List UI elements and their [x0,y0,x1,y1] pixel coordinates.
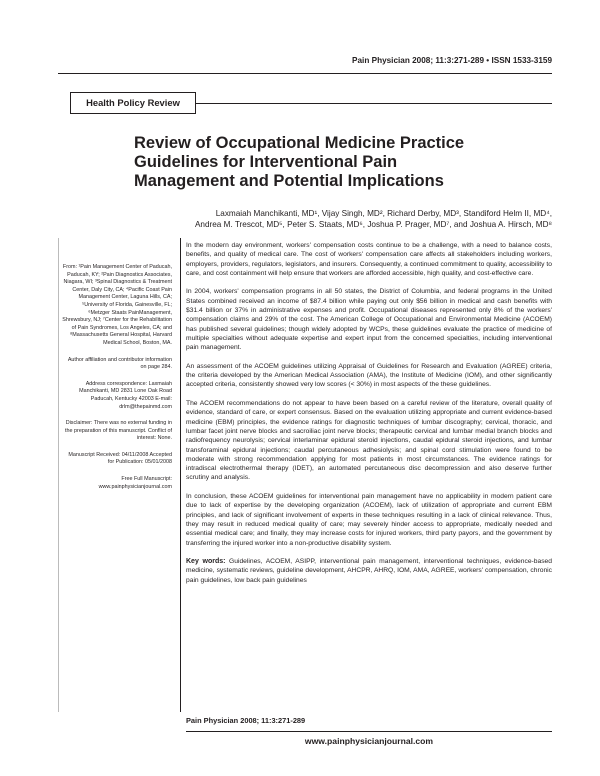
abstract-paragraph: In 2004, workers' compensation programs in all 50 states, the District of Columbia, and federal programs in the United States combined received an income of $87.4 billion while paying out only $56 billion in medical and cash benefits with $31.4 billion or 37% in administrative expenses and profit. Occupational diseases represented only 8% of the workers' compensation claims and 29% of the cost. The American College of Occupational and Environmental Medicine (ACOEM) has published several guidelines; though widely adopted by WCPs, these guidelines evaluate the practice of medicine of multiple specialties without adequate expertise and expert input from the concerned specialties, including interventional pain management. [186,288,552,352]
abstract-paragraph: The ACOEM recommendations do not appear to have been based on a careful review of the literature, overall quality of evidence, standard of care, or expert consensus. Based on the evaluation utilizing appropriate and current evidence-based medicine (EBM) principles, the evidence ratings for diagnostic techniques of lumbar discography; cervical, thoracic, and lumbar facet joint nerve blocks and sacroiliac joint nerve blocks; therapeutic cervical and lumbar medial branch blocks and radiofrequency neurolysis; cervical interlaminar epidural steroid injections, caudal epidural steroid injections, and lumbar transforaminal epidural injections; caudal percutaneous adhesiolysis; and spinal cord stimulation were found to be moderate with strong recommendation applying for most patients in most circumstances. The evidence ratings for intradiscal electrothermal therapy (IDET), an automated percutaneous disc decompression and also deserve further scrutiny and analysis. [186,400,552,482]
free-manuscript-link[interactable]: Free Full Manuscript: www.painphysicianjournal.com [98,476,172,490]
footer-rule [186,731,552,732]
footer-citation: Pain Physician 2008; 11:3:271-289 [186,716,306,725]
section-label: Health Policy Review [70,92,196,114]
column-divider [180,238,181,712]
manuscript-dates: Manuscript Received: 04/11/2008 Accepted for Publication: 05/01/2008 [68,451,172,466]
author-line: Andrea M. Trescot, MD⁵, Peter S. Staats, MD⁶, Joshua P. Prager, MD⁷, and Joshua A. Hirsch, MD⁸ [194,220,552,229]
correspondence-address: Address correspondence: Laxmaiah Manchikanti, MD 2831 Lone Oak Road Paducah, Kentucky 42003 E-mail: drlm@thepainmd.com [79,380,172,410]
journal-header: Pain Physician 2008; 11:3:271-289 • ISSN 1533-3159 [352,56,552,65]
keywords-label: Key words: [186,558,226,566]
keywords [186,557,552,585]
abstract [186,241,552,594]
section-rule [196,103,552,104]
keywords-text: Guidelines, ACOEM, ASIPP, interventional pain management, interventional techniques, evidence-based medicine, systematic reviews, guideline development, AHCPR, AHRQ, IOM, AMA, AGREE, workers' compensation, chronic pain guidelines, low back pain guidelines [186,558,552,584]
author-line: Laxmaiah Manchikanti, MD¹, Vijay Singh, MD², Richard Derby, MD³, Standiford Helm II, MD⁴, [215,209,552,218]
footer-url[interactable]: www.painphysicianjournal.com [304,736,434,746]
sidebar-left-rule [58,238,59,712]
disclaimer: Disclaimer: There was no external funding in the preparation of this manuscript. Conflict of interest: None. [65,420,172,442]
abstract-paragraph: In the modern day environment, workers' compensation costs continue to be a challenge, with a need to balance costs, benefits, and quality of medical care. The cost of workers' compensation care affects all stakeholders including workers, employers, providers, regulators, legislators, and insurers. Consequently, a continued commitment to quality, accessibility to care, and cost containment will help ensure that workers are afforded accessible, high quality, and cost-effective care. [186,242,552,277]
abstract-paragraph: An assessment of the ACOEM guidelines utilizing Appraisal of Guidelines for Research and Evaluation (AGREE) criteria, the criteria developed by the American Medical Association (AMA), the Institute of Medicine (IOM), and other significantly accepted criteria, consistently showed very low scores (< 30%) in most aspects of the these guidelines. [186,362,552,389]
affiliations: From: ¹Pain Management Center of Paducah, Paducah, KY; ²Pain Diagnostics Associates, Niagara, WI; ³Spinal Diagnostics & Treatment Center, Daly City, CA; ⁴Pacific Coast Pain Management Center, Laguna Hills, CA; ⁵University of Florida, Gainesville, FL; ⁶Metzger Staats PainManagement, Shrewsbury, NJ; ⁷Center for the Rehabilitation of Pain Syndromes, Los Angeles, CA; and ⁸Massachusetts General Hospital, Harvard Medical School, Boston, MA. [62,264,172,346]
abstract-paragraph: In conclusion, these ACOEM guidelines for interventional pain management have no applicability in modern patient care due to lack of expertise by the developing organization (ACOEM), lack of utilization of appropriate and current EBM principles, and lack of significant involvement of experts in these techniques resulting in a lack of clinical relevance. Thus, they may result in reduced medical quality of care; may severely hinder access to appropriate, medically needed and essential medical care; and finally, they may increase costs for injured workers, third party payors, and the government by transferring the injured worker into a non-productive disability system. [186,493,552,547]
author-list [108,208,552,230]
header-rule [58,73,552,74]
affiliation-sidebar [62,264,172,500]
article-title: Review of Occupational Medicine Practice Guidelines for Interventional Pain Management and Potential Implications [134,134,465,190]
affiliation-note: Author affiliation and contributor information on page 284. [67,356,172,371]
